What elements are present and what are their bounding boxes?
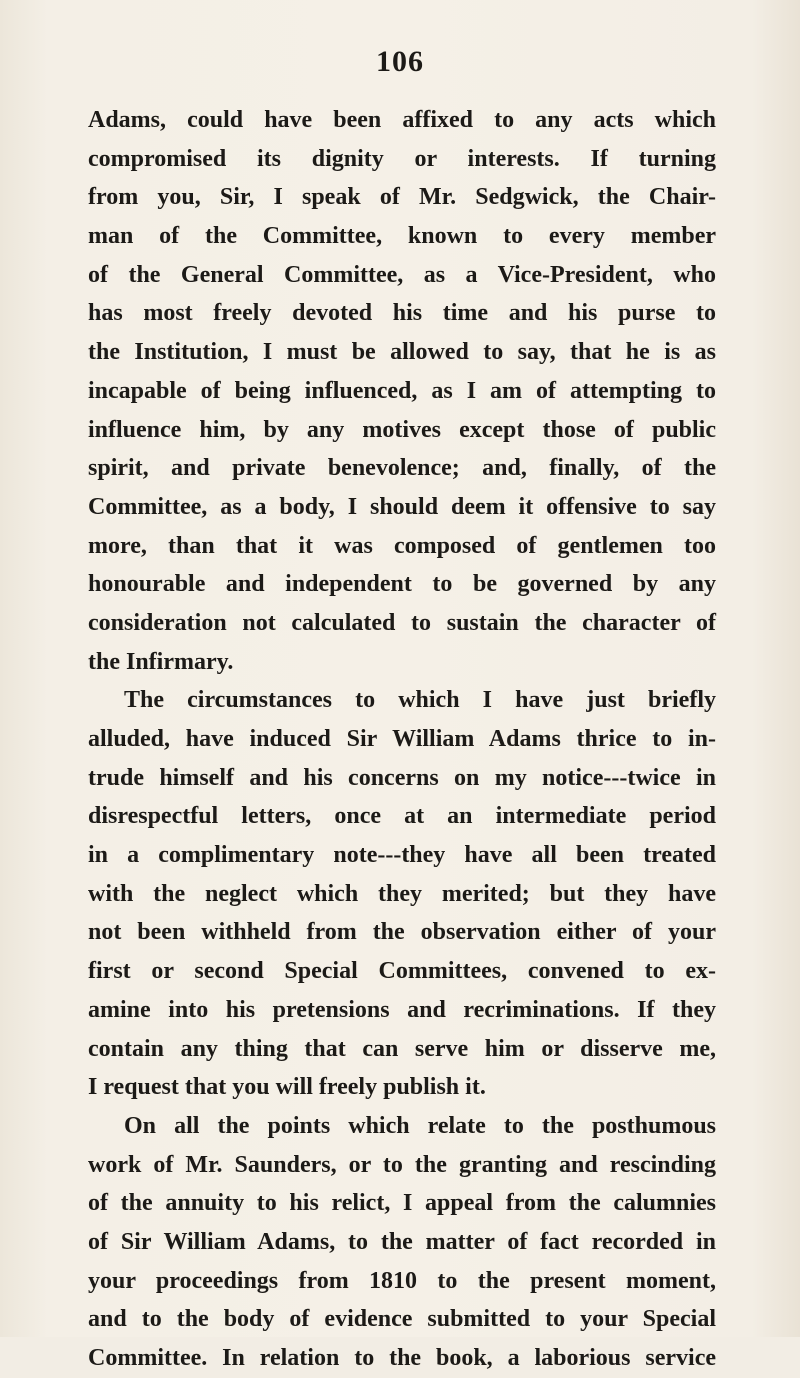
text-line: I request that you will freely publish it. <box>88 1074 486 1101</box>
text-line: of Sir William Adams, to the matter of fact recorded in <box>88 1228 716 1255</box>
text-line: man of the Committee, known to every member <box>88 223 716 250</box>
text-line: Adams, could have been affixed to any acts which <box>88 107 716 133</box>
text-line: incapable of being influenced, as I am of attempting to <box>88 377 716 404</box>
text-line: the Infirmary. <box>88 648 234 675</box>
text-line: On all the points which relate to the posthumous <box>124 1112 716 1139</box>
text-line: not been withheld from the observation either of your <box>88 919 716 946</box>
text-line: in a complimentary note---they have all been treated <box>88 842 716 869</box>
text-line: influence him, by any motives except those of public <box>88 416 716 443</box>
page-number: 106 <box>376 45 424 78</box>
text-line: consideration not calculated to sustain the character of <box>88 609 716 636</box>
text-line: Committee, as a body, I should deem it offensive to say <box>88 493 716 520</box>
text-line: disrespectful letters, once at an intermediate period <box>88 803 716 830</box>
text-line: contain any thing that can serve him or disserve me, <box>88 1035 716 1062</box>
text-line: of the annuity to his relict, I appeal from the calumnies <box>88 1190 716 1217</box>
text-line: has most freely devoted his time and his purse to <box>88 300 716 327</box>
text-line: The circumstances to which I have just briefly <box>124 687 716 714</box>
text-line: honourable and independent to be governed by any <box>88 571 716 598</box>
text-line: more, than that it was composed of gentlemen too <box>88 532 716 559</box>
text-line: compromised its dignity or interests. If turning <box>88 145 716 172</box>
body-text <box>88 101 716 1378</box>
text-line: and to the body of evidence submitted to your Special <box>88 1306 716 1333</box>
text-line: Committee. In relation to the book, a laborious service <box>88 1345 716 1371</box>
text-line: first or second Special Committees, convened to ex- <box>88 958 716 985</box>
text-line: alluded, have induced Sir William Adams thrice to in- <box>88 726 716 752</box>
text-line: the Institution, I must be allowed to say, that he is as <box>88 339 716 366</box>
text-line: your proceedings from 1810 to the present moment, <box>88 1267 716 1294</box>
text-line: amine into his pretensions and recriminations. If they <box>88 996 716 1023</box>
text-line: from you, Sir, I speak of Mr. Sedgwick, the Chair- <box>88 184 716 211</box>
text-line: of the General Committee, as a Vice-President, who <box>88 261 716 288</box>
text-line: trude himself and his concerns on my notice---twice in <box>88 764 716 791</box>
text-line: spirit, and private benevolence; and, finally, of the <box>88 455 716 482</box>
text-line: work of Mr. Saunders, or to the granting and rescinding <box>88 1151 716 1178</box>
text-line: with the neglect which they merited; but they have <box>88 880 716 907</box>
